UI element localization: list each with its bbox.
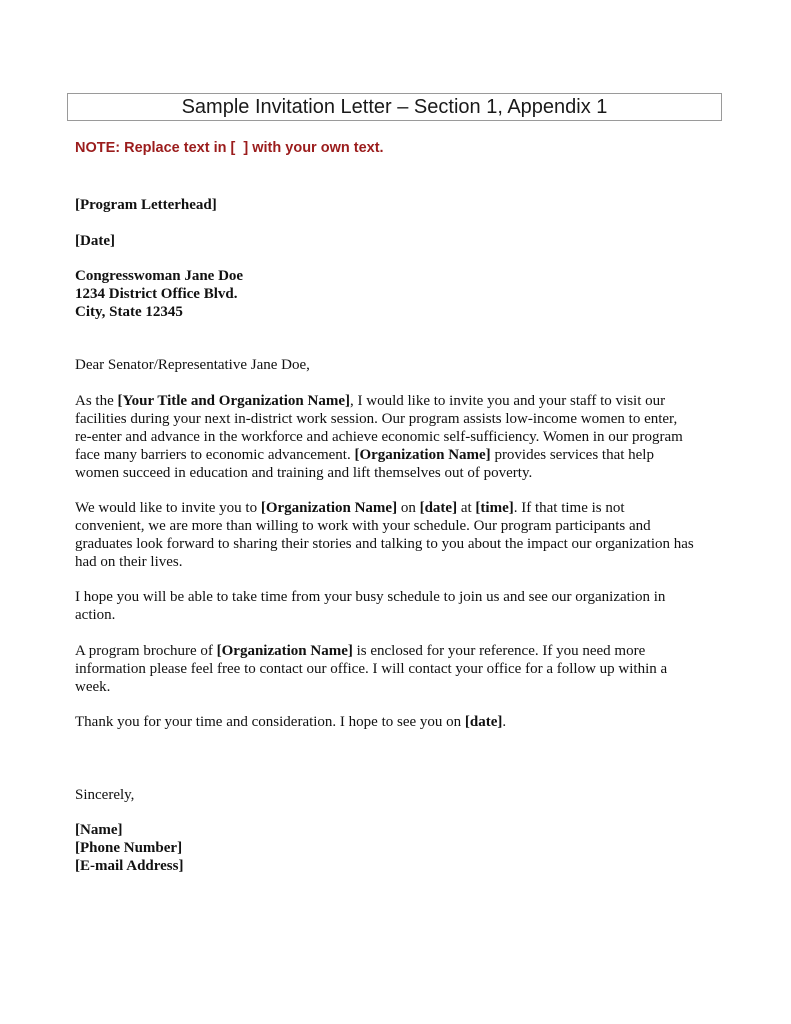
signature-block (75, 821, 183, 875)
paragraph-line: action. (75, 607, 116, 623)
replace-text-note: NOTE: Replace text in [ ] with your own text. (75, 140, 384, 156)
salutation: Dear Senator/Representative Jane Doe, (75, 357, 310, 373)
paragraph-line (75, 446, 725, 464)
text-run: provides services that help (490, 447, 654, 463)
paragraph-thanks (75, 713, 725, 731)
text-run: As the (75, 393, 118, 409)
paragraph-line: week. (75, 679, 111, 695)
recipient-name: Congresswoman Jane Doe (75, 268, 244, 284)
paragraph-line: facilities during your next in-district work session. Our program assists low-income women to enter, (75, 411, 678, 427)
document-title: Sample Invitation Letter – Section 1, Appendix 1 (67, 93, 722, 121)
signature-email: [E-mail Address] (75, 858, 184, 874)
program-letterhead: [Program Letterhead] (75, 197, 217, 213)
text-run: at (457, 500, 476, 516)
paragraph-line (75, 713, 725, 731)
letter-date: [Date] (75, 233, 115, 249)
text-run: We would like to invite you to (75, 500, 261, 516)
paragraph-line: convenient, we are more than willing to work with your schedule. Our program participants and (75, 518, 651, 534)
paragraph-line: women succeed in education and training and lift themselves out of poverty. (75, 465, 533, 481)
text-run: , I would like to invite you and your staff to visit our (350, 393, 666, 409)
paragraph-brochure (75, 642, 725, 696)
recipient-city: City, State 12345 (75, 304, 183, 320)
recipient-street: 1234 District Office Blvd. (75, 286, 238, 302)
paragraph-line: had on their lives. (75, 554, 183, 570)
signature-name: [Name] (75, 822, 123, 838)
signature-phone: [Phone Number] (75, 840, 183, 856)
text-run: on (397, 500, 420, 516)
placeholder-org-name: [Organization Name] (260, 500, 398, 516)
paragraph-line: graduates look forward to sharing their stories and talking to you about the impact our organization has (75, 536, 694, 552)
placeholder-org-name: [Organization Name] (216, 643, 353, 659)
paragraph-invitation (75, 392, 725, 482)
paragraph-line (75, 499, 725, 517)
paragraph-line (75, 642, 725, 660)
paragraph-line: information please feel free to contact our office. I will contact your office for a follow up within a (75, 661, 668, 677)
placeholder-time: [time] (475, 500, 514, 516)
closing: Sincerely, (75, 787, 135, 803)
text-run: is enclosed for your reference. If you need more (352, 643, 646, 659)
paragraph-line: re-enter and advance in the workforce and achieve economic self-sufficiency. Women in our program (75, 429, 683, 445)
text-run: face many barriers to economic advancement. (75, 447, 355, 463)
text-run: . If that time is not (513, 500, 625, 516)
paragraph-line (75, 392, 725, 410)
text-run: Thank you for your time and consideration. I hope to see you on (75, 714, 465, 730)
paragraph-hope (75, 588, 725, 624)
placeholder-date: [date] (464, 714, 503, 730)
placeholder-org-name: [Organization Name] (354, 447, 491, 463)
placeholder-date: [date] (419, 500, 458, 516)
text-run: A program brochure of (75, 643, 217, 659)
paragraph-line: I hope you will be able to take time from your busy schedule to join us and see our organization in (75, 589, 666, 605)
placeholder-title-org: [Your Title and Organization Name] (117, 393, 351, 409)
text-run: . (502, 714, 507, 730)
paragraph-visit-details (75, 499, 725, 571)
recipient-address (75, 267, 243, 321)
